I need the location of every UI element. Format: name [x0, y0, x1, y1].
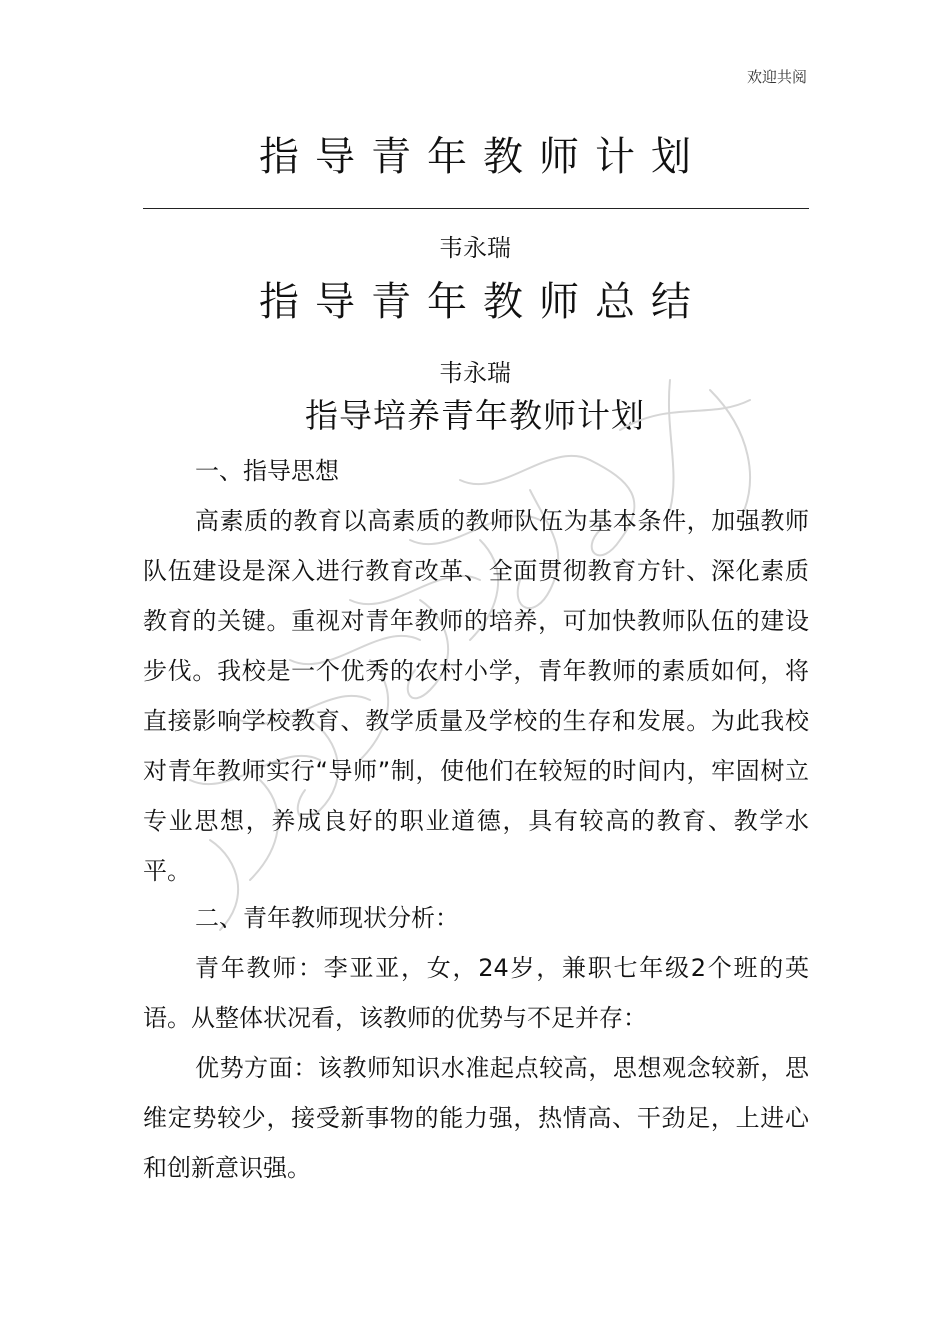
- author-name-2: 韦永瑞: [439, 359, 511, 387]
- title-divider: [143, 208, 809, 209]
- section-heading-guiding-ideology: 一、指导思想: [195, 457, 339, 485]
- author-name-1: 韦永瑞: [439, 234, 511, 262]
- guiding-ideology-paragraph: 高素质的教育以高素质的教师队伍为基本条件，加强教师队伍建设是深入进行教育改革、全面贯彻教育方针、深化素质教育的关键。重视对青年教师的培养，可加快教师队伍的建设步伐。我校是一个优秀的农村小学，青年教师的素质如何，将直接影响学校教育、教学质量及学校的生存和发展。为此我校对青年教师实行“导师”制，使他们在较短的时间内，牢固树立专业思想，养成良好的职业道德，具有较高的教育、教学水平。: [143, 507, 809, 885]
- advantages-paragraph: 优势方面：该教师知识水准起点较高，思想观念较新，思维定势较少，接受新事物的能力强，热情高、干劲足，上进心和创新意识强。: [143, 1054, 809, 1182]
- section-heading-status-analysis: 二、青年教师现状分析：: [195, 904, 459, 932]
- header-note: 欢迎共阅: [746, 68, 807, 86]
- training-plan-title: 指导培养青年教师计划: [305, 396, 645, 435]
- plan-title: 指导青年教师计划: [259, 134, 707, 180]
- summary-title: 指导青年教师总结: [259, 279, 707, 325]
- teacher-info-paragraph: 青年教师：李亚亚，女，24岁，兼职七年级2个班的英语。从整体状况看，该教师的优势与不足并存：: [143, 954, 809, 1032]
